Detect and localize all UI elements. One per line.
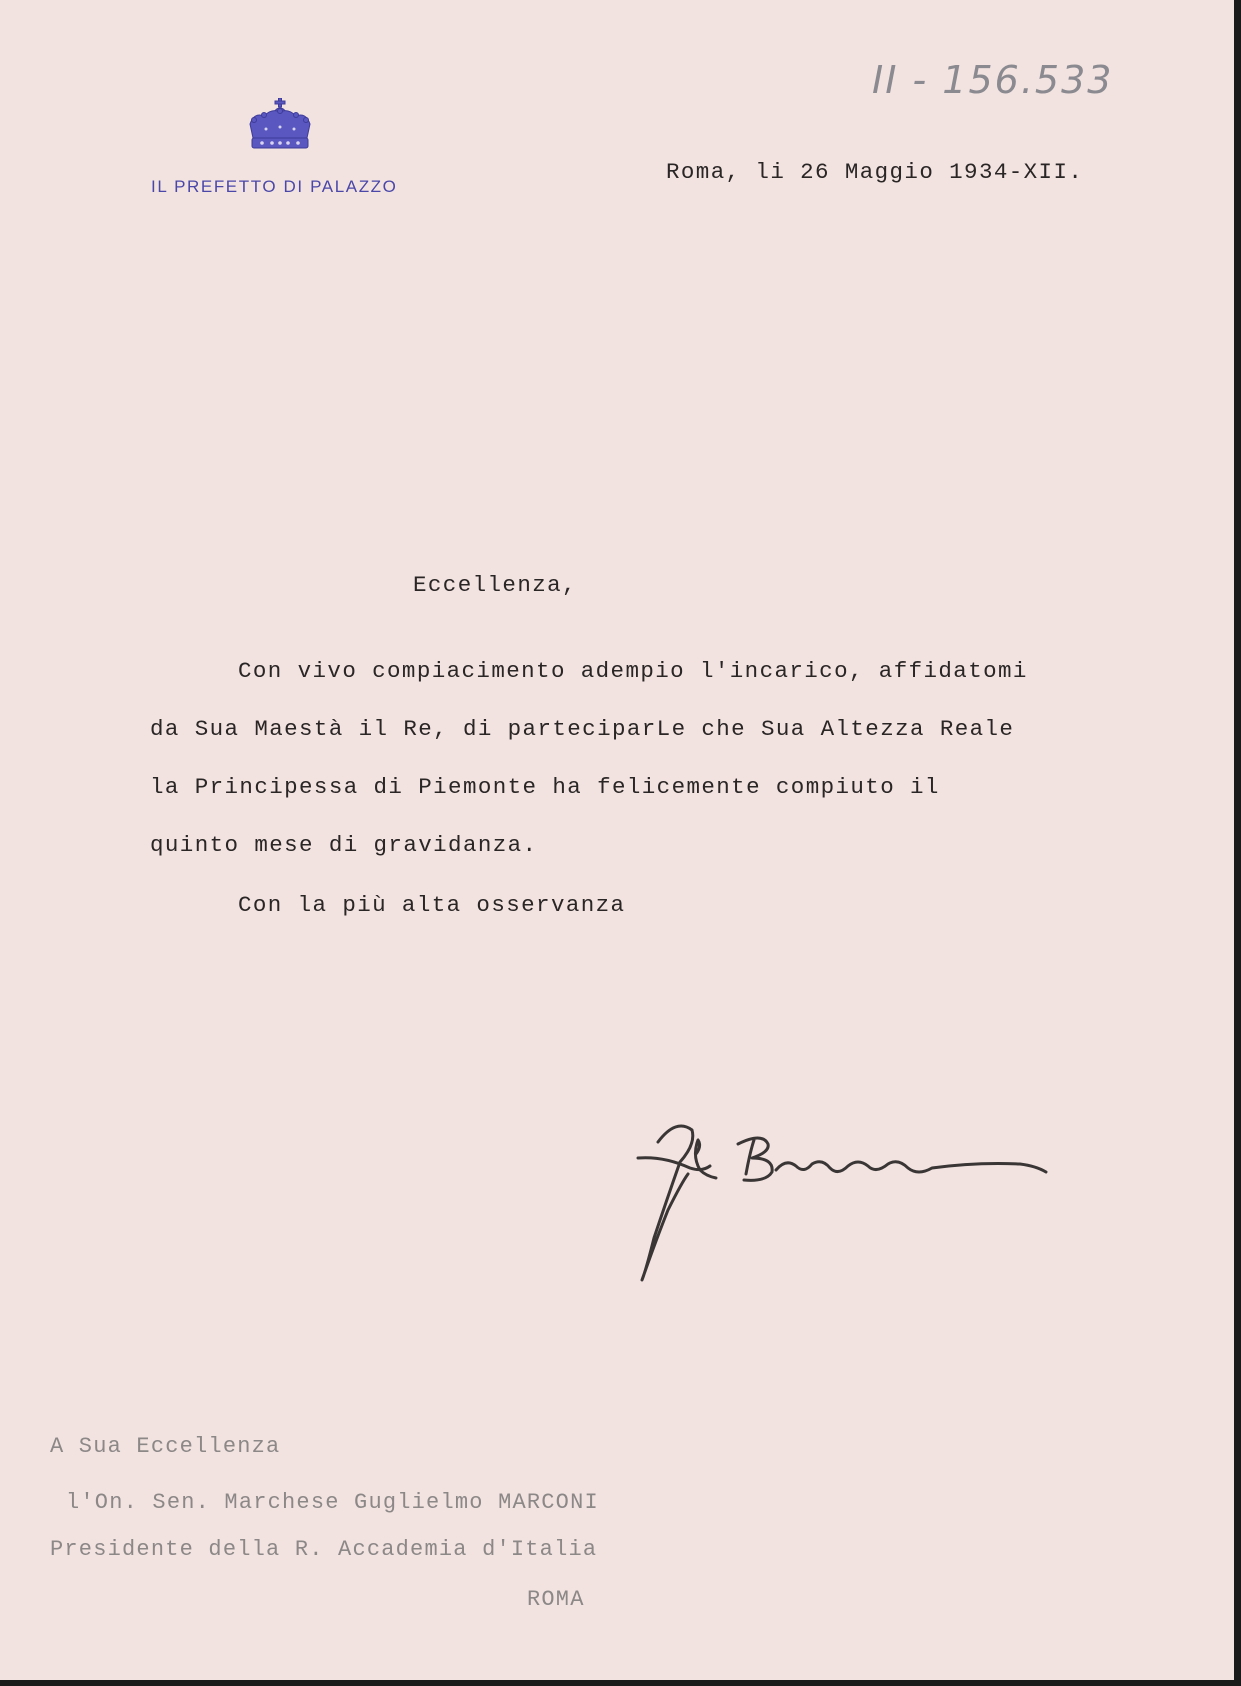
salutation: Eccellenza, xyxy=(413,572,577,598)
scan-border-right xyxy=(1234,0,1241,1686)
date-line: Roma, li 26 Maggio 1934-XII. xyxy=(666,159,1084,185)
body-line: da Sua Maestà il Re, di parteciparLe che Sua Altezza Reale xyxy=(150,716,1015,742)
letterhead-office: IL PREFETTO DI PALAZZO xyxy=(151,177,398,196)
address-line: A Sua Eccellenza xyxy=(50,1434,281,1459)
address-line: Presidente della R. Accademia d'Italia xyxy=(50,1537,598,1562)
body-line: quinto mese di gravidanza. xyxy=(150,832,538,858)
closing: Con la più alta osservanza xyxy=(238,892,626,918)
address-line: ROMA xyxy=(527,1587,585,1612)
body-line: la Principessa di Piemonte ha felicemente compiuto il xyxy=(150,774,940,800)
handwritten-signature xyxy=(636,1110,1096,1290)
body-line: Con vivo compiacimento adempio l'incarico, affidatomi xyxy=(238,658,1028,684)
address-line: l'On. Sen. Marchese Guglielmo MARCONI xyxy=(66,1490,599,1515)
royal-crown-icon xyxy=(244,98,316,154)
scan-border-bottom xyxy=(0,1680,1241,1686)
archive-number: II - 156.533 xyxy=(872,58,1114,102)
